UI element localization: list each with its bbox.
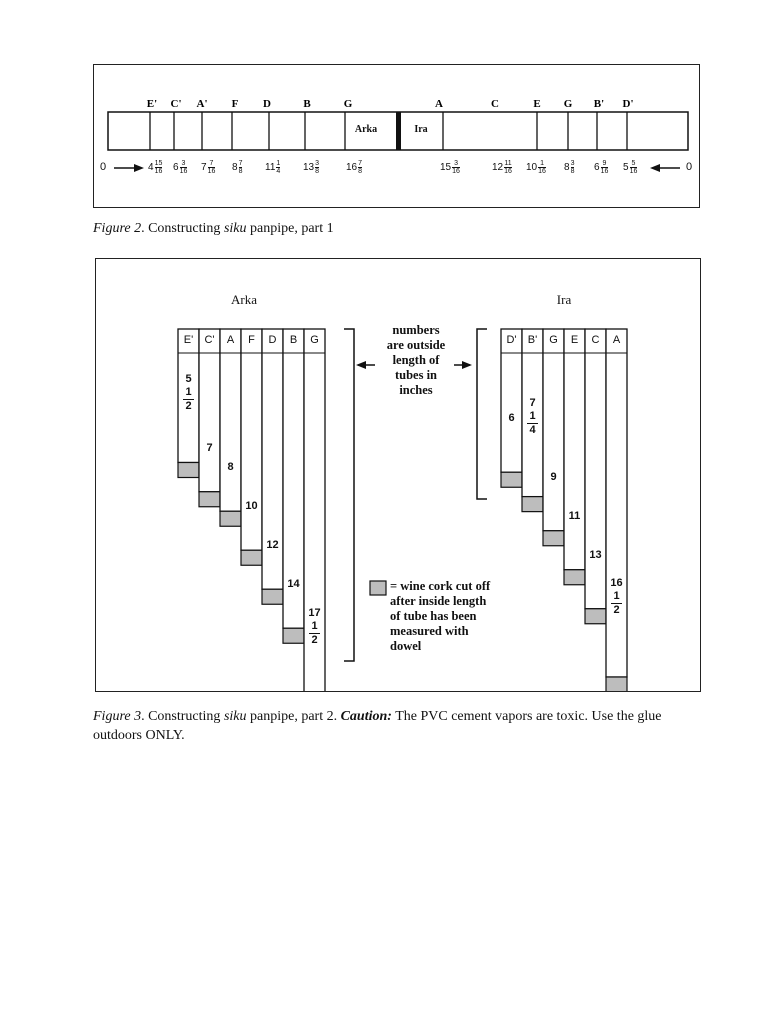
tube-length-label: 5 1 2 xyxy=(178,373,199,413)
measure-mark: 8 $\frac{7}{8}$ xyxy=(232,160,243,175)
legend-line: measured with xyxy=(390,624,469,638)
tube xyxy=(606,329,627,677)
legend-text xyxy=(390,579,540,654)
ira-label: Ira xyxy=(414,124,428,135)
zero-right: 0 xyxy=(685,161,693,173)
tube-note-label: F xyxy=(248,334,255,346)
zero-left: 0 xyxy=(99,161,107,173)
note-label: F xyxy=(231,98,239,110)
tube-length-label: 16 1 2 xyxy=(610,577,623,616)
tube-note-label: D xyxy=(268,334,277,346)
cork-plug xyxy=(220,511,241,526)
tube-note-label: D' xyxy=(506,334,517,346)
tube-note-label: G xyxy=(549,334,558,346)
center-note xyxy=(376,323,456,398)
tube-note-label: C' xyxy=(204,334,215,346)
tube-length-label: 10 xyxy=(245,500,258,513)
cork-plug xyxy=(199,492,220,507)
center-note-line: numbers xyxy=(392,323,440,337)
cork-plug xyxy=(543,531,564,546)
tube-length-label: 11 xyxy=(568,509,581,522)
tube-length-label: 12 xyxy=(266,539,279,552)
arka-label: Arka xyxy=(354,124,378,135)
figure-3-box xyxy=(95,258,701,692)
note-label: G xyxy=(343,98,353,110)
tube-length-label: 7 xyxy=(206,441,213,454)
note-label: E' xyxy=(146,98,158,110)
tube-length-label: 6 xyxy=(508,412,515,425)
center-note-line: inches xyxy=(399,383,433,397)
tube-note-label: E' xyxy=(183,334,194,346)
measure-mark: 5 $\frac{5}{16}$ xyxy=(623,160,638,175)
legend-line: dowel xyxy=(390,639,422,653)
measure-mark: 10 $\frac{1}{16}$ xyxy=(526,160,546,175)
cork-plug xyxy=(241,550,262,565)
measure-mark: 13 $\frac{3}{8}$ xyxy=(303,160,320,175)
tube xyxy=(220,329,241,511)
legend-cork-swatch xyxy=(370,581,386,595)
tube-note-label: C xyxy=(591,334,600,346)
tube xyxy=(501,329,522,472)
measure-mark: 7 $\frac{7}{16}$ xyxy=(201,160,216,175)
note-label: B xyxy=(303,98,311,110)
tube xyxy=(564,329,585,570)
measure-mark: 16 $\frac{7}{8}$ xyxy=(346,160,363,175)
tube-length-label: 7 1 4 xyxy=(522,397,543,437)
tube-note-label: A xyxy=(226,334,235,346)
tube-note-label: A xyxy=(612,334,621,346)
figure-2-caption: Figure 2. Constructing siku panpipe, part 1 xyxy=(93,221,334,236)
cork-plug xyxy=(501,472,522,487)
tube xyxy=(241,329,262,550)
tube-length-label: 8 xyxy=(227,461,234,474)
measure-mark: 11 $\frac{1}{4}$ xyxy=(265,160,281,175)
measure-mark: 6 $\frac{3}{16}$ xyxy=(173,160,188,175)
figure-2-box xyxy=(93,64,700,208)
note-label: A xyxy=(435,98,443,110)
cork-plug xyxy=(178,463,199,478)
cork-plug xyxy=(262,589,283,604)
tube-note-label: G xyxy=(310,334,319,346)
center-note-line: are outside xyxy=(386,338,446,352)
note-label: B' xyxy=(593,98,605,110)
tube-note-label: B' xyxy=(527,334,538,346)
cork-plug xyxy=(606,677,627,691)
tube-note-label: B xyxy=(289,334,298,346)
ira-title: Ira xyxy=(556,292,572,307)
note-label: E xyxy=(533,98,541,110)
tube-note-label: E xyxy=(570,334,579,346)
tube-length-label: 14 xyxy=(287,578,300,591)
center-note-line: length of xyxy=(392,353,440,367)
measure-mark: 6 $\frac{9}{16}$ xyxy=(594,160,609,175)
note-label: C xyxy=(491,98,499,110)
legend-line: of tube has been xyxy=(390,609,477,623)
figure-2-diagram xyxy=(94,65,699,207)
cork-plug xyxy=(283,628,304,643)
measure-mark: 4 $\frac{15}{16}$ xyxy=(148,160,163,175)
note-label: D xyxy=(263,98,271,110)
cork-plug xyxy=(522,497,543,512)
tube xyxy=(543,329,564,531)
figure-3-caption: Figure 3. Constructing siku panpipe, part 2. Caution: The PVC cement vapors are toxic. Use the glue outdoors ONLY. xyxy=(93,709,662,743)
tube xyxy=(585,329,606,609)
tube-length-label: 9 xyxy=(550,470,557,483)
legend-line: after inside length xyxy=(390,594,487,608)
note-label: C' xyxy=(170,98,182,110)
tube-length-label: 17 1 2 xyxy=(308,606,321,646)
arka-title: Arka xyxy=(231,292,257,307)
measure-mark: 15 $\frac{3}{16}$ xyxy=(440,160,460,175)
measure-mark: 12 $\frac{11}{16}$ xyxy=(492,160,512,175)
center-note-line: tubes in xyxy=(394,368,438,382)
tube-length-label: 13 xyxy=(589,548,602,561)
measure-mark: 8 $\frac{3}{8}$ xyxy=(564,160,575,175)
legend-line: = wine cork cut off xyxy=(390,579,491,593)
note-label: D' xyxy=(622,98,634,110)
cork-plug xyxy=(585,609,606,624)
note-label: A' xyxy=(196,98,208,110)
note-label: G xyxy=(563,98,573,110)
cork-plug xyxy=(564,570,585,585)
